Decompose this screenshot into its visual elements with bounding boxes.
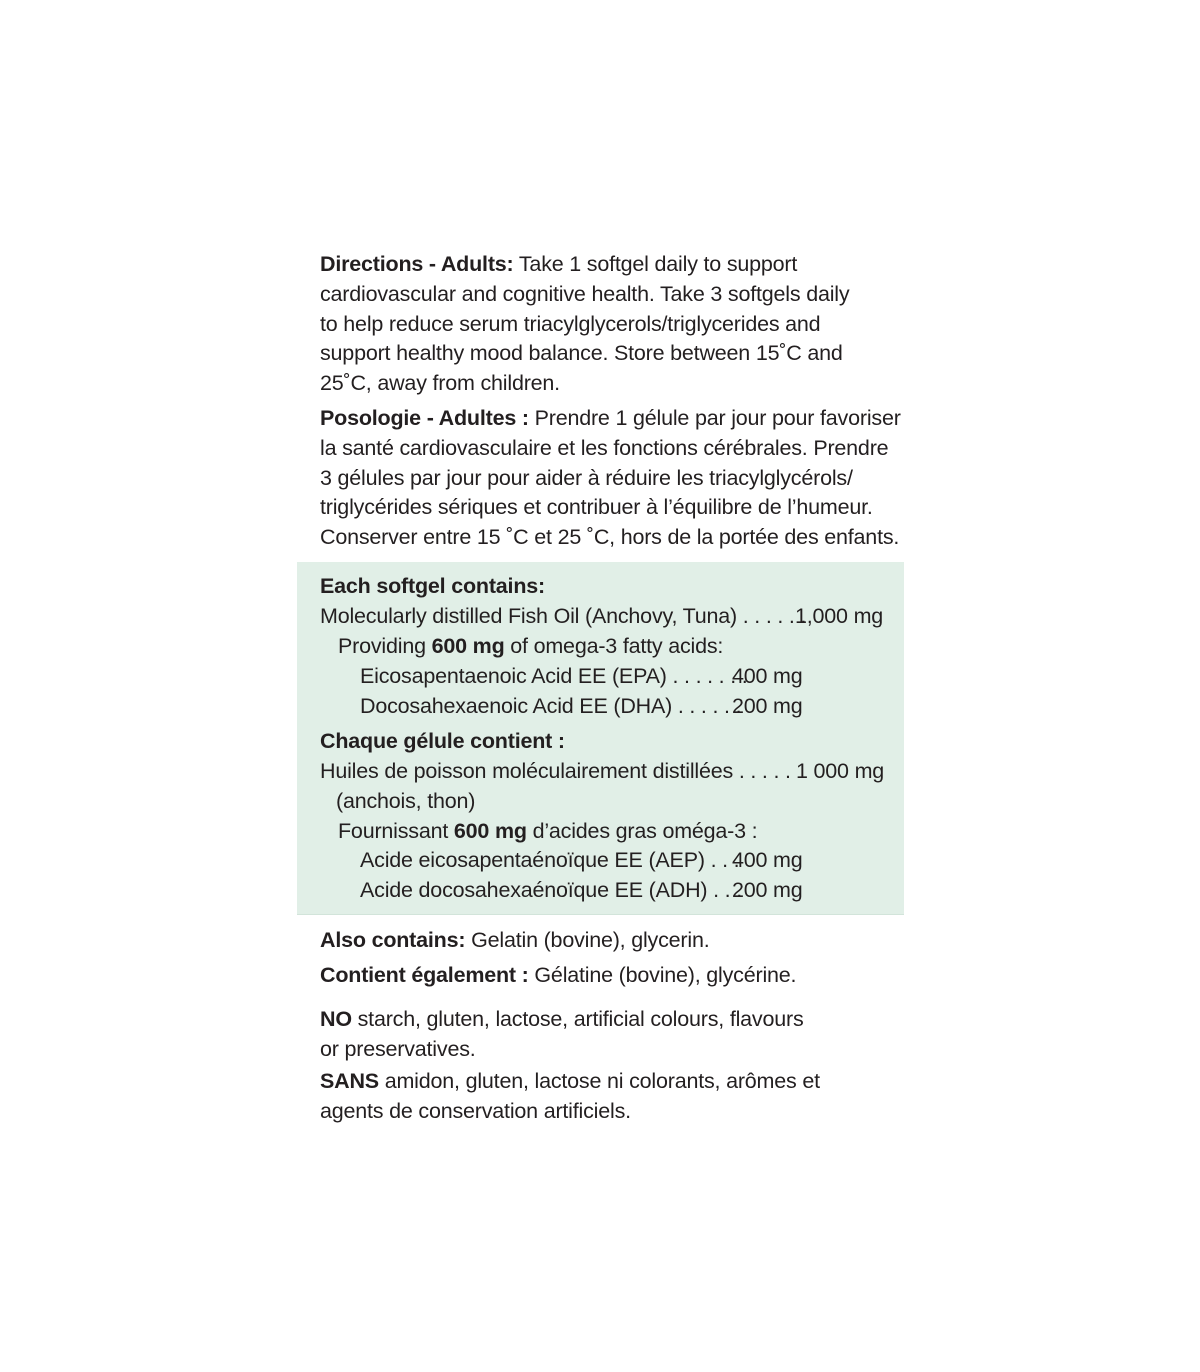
posologie-line: Conserver entre 15 ˚C et 25 ˚C, hors de la portée des enfants. (320, 525, 900, 550)
epa-name-fr: Acide eicosapentaénoïque EE (AEP) . . . (360, 848, 740, 872)
epa-row-en (360, 661, 748, 691)
omega3-providing-en: Providing 600 mg of omega-3 fatty acids: (338, 634, 724, 658)
contents-heading-en: Each softgel contains: (320, 574, 545, 598)
dha-amount-fr: 200 mg (732, 878, 803, 902)
dha-amount-en: 200 mg (732, 694, 803, 718)
also-contains-en: Also contains: Gelatin (bovine), glycerin. (320, 928, 710, 952)
dha-name-en: Docosahexaenoic Acid EE (DHA) . . . . . . (360, 694, 742, 718)
directions-line: cardiovascular and cognitive health. Take 3 softgels daily (320, 281, 850, 306)
epa-row-fr (360, 845, 739, 875)
free-from-heading-en: NO (320, 1007, 352, 1031)
dha-row-fr (360, 875, 742, 905)
fish-oil-source-fr: (anchois, thon) (336, 789, 476, 813)
directions-section (320, 250, 920, 399)
fish-oil-name-en: Molecularly distilled Fish Oil (Anchovy, Tuna) . . . . . . (320, 604, 807, 628)
omega3-amount-fr: 600 mg (453, 819, 527, 843)
directions-line: support healthy mood balance. Store between 15˚C and (320, 341, 843, 366)
omega3-providing-fr: Fournissant 600 mg d’acides gras oméga-3 : (338, 819, 758, 843)
directions-line: 25˚C, away from children. (320, 371, 560, 396)
fish-oil-amount-en: 1,000 mg (795, 604, 884, 628)
dha-row-en (360, 691, 741, 721)
directions-line: to help reduce serum triacylglycerols/triglycerides and (320, 311, 821, 336)
posologie-line: triglycérides sériques et contribuer à l’équilibre de l’humeur. (320, 495, 873, 520)
free-from-en: NO starch, gluten, lactose, artificial colours, flavours or preservatives. (320, 1007, 804, 1061)
free-from-heading-fr: SANS (320, 1069, 379, 1093)
epa-name-en: Eicosapentaenoic Acid EE (EPA) . . . . . . . (360, 664, 748, 688)
directions-line: Directions - Adults: Take 1 softgel daily to support (320, 252, 798, 276)
posologie-line: la santé cardiovasculaire et les fonctions cérébrales. Prendre (320, 435, 889, 460)
fish-oil-amount-fr: 1 000 mg (796, 759, 885, 783)
contents-heading-fr: Chaque gélule contient : (320, 729, 565, 753)
fish-oil-name-fr: Huiles de poisson moléculairement distillées . . . . . (320, 759, 791, 783)
omega3-amount-en: 600 mg (431, 634, 505, 658)
also-contains-fr: Contient également : Gélatine (bovine), glycérine. (320, 963, 797, 987)
dha-name-fr: Acide docosahexaénoïque EE (ADH) . . . (360, 878, 743, 902)
fish-oil-row-en (320, 601, 806, 631)
epa-amount-fr: 400 mg (732, 848, 803, 872)
fish-oil-row-fr (320, 756, 791, 786)
free-from-fr: SANS amidon, gluten, lactose ni colorants, arômes et agents de conservation artificiels. (320, 1069, 820, 1123)
posologie-section (320, 404, 920, 553)
directions-heading: Directions - Adults: (320, 252, 514, 276)
posologie-line: Posologie - Adultes : Prendre 1 gélule par jour pour favoriser (320, 406, 901, 430)
also-contains-heading-en: Also contains: (320, 928, 466, 952)
also-contains-heading-fr: Contient également : (320, 963, 529, 987)
posologie-heading: Posologie - Adultes : (320, 406, 529, 430)
posologie-line: 3 gélules par jour pour aider à réduire les triacylglycérols/ (320, 465, 853, 490)
epa-amount-en: 400 mg (732, 664, 803, 688)
